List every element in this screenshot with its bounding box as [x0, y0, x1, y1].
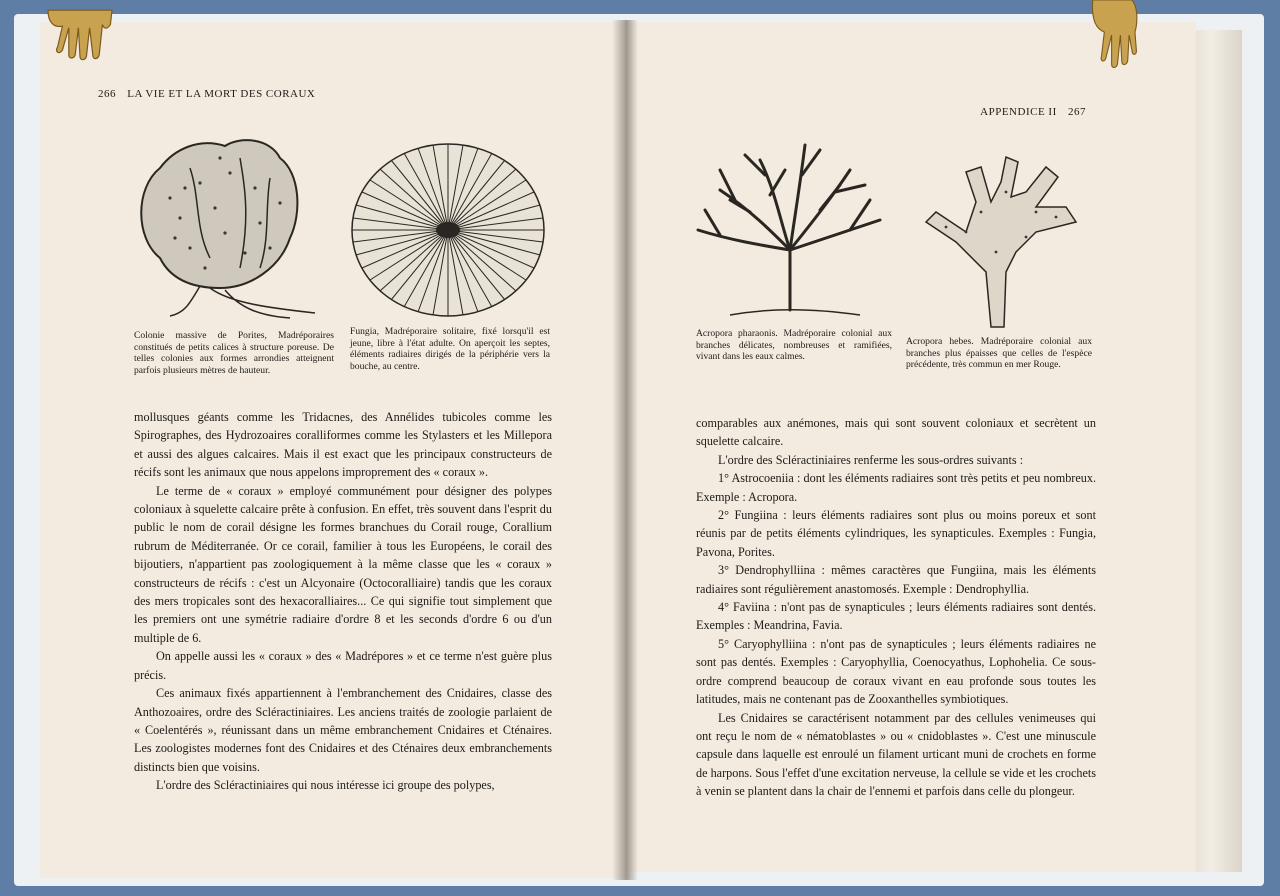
page-stack-edge	[1190, 30, 1242, 872]
porites-illustration	[130, 128, 330, 323]
brass-hand-clip-icon	[1076, 0, 1156, 70]
left-running-head	[98, 88, 315, 100]
left-running-title: LA VIE ET LA MORT DES CORAUX	[127, 88, 316, 100]
right-paragraph: Les Cnidaires se caractérisent notamment par des cellules venimeuses qui ont reçu le nom de « nématoblastes » ou « cnidoblastes ». C'est une minuscule capsule dans laquelle est enroulé un filament urticant muni de crochets en forme de harpons. Sous l'effet d'une excitation nerveuse, la cellule se vide et les crochets à venin se plantent dans la chair de l'ennemi et parfois dans celle du plongeur.	[696, 710, 1096, 799]
fungia-illustration	[348, 140, 548, 320]
right-paragraph: L'ordre des Scléractiniaires renferme les sous-ordres suivants :	[718, 452, 1024, 467]
right-paragraph: 5° Caryophylliina : n'ont pas de synapticules ; leurs éléments radiaires ne sont pas dentés. Exemples : Caryophyllia, Coenocyathus, Lophohelia. Ce sous-ordre comprend beaucoup de coraux vivant en eau profonde sous toutes les latitudes, mais ne contenant pas de Zooxanthelles symbiotiques.	[696, 636, 1096, 707]
left-body-text	[134, 408, 552, 795]
acropora-pharaonis-caption: Acropora pharaonis. Madréporaire colonial aux branches délicates, nombreuses et ramifiées, vivant dans les eaux calmes.	[696, 328, 892, 362]
fungia-caption: Fungia, Madréporaire solitaire, fixé lorsqu'il est jeune, libre à l'état adulte. On aperçoit les septes, éléments radiaires dirigés de la périphérie vers la bouche, au centre.	[350, 326, 550, 372]
left-paragraph: mollusques géants comme les Tridacnes, des Annélides tubicoles comme les Spirographes, des Hydrozoaires coralliformes comme les Stylasters et les Millepora et aussi des algues calcaires. Mais il est exact que les principaux constructeurs de récifs sont les animaux que nous appelons improprement des « coraux ».	[134, 410, 552, 480]
left-paragraph: On appelle aussi les « coraux » des « Madrépores » et ce terme n'est guère plus précis.	[134, 649, 552, 682]
right-paragraph: 1° Astrocoeniia : dont les éléments radiaires sont très petits et peu nombreux. Exemple : Acropora.	[696, 471, 1096, 504]
right-body-text	[696, 414, 1096, 801]
book-spine	[612, 20, 638, 880]
left-paragraph: L'ordre des Scléractiniaires qui nous intéresse ici groupe des polypes,	[156, 778, 495, 793]
porites-caption: Colonie massive de Porites, Madréporaires constitués de petits calices à structure poreuse. De telles colonies aux formes arrondies atteignent parfois plusieurs mètres de hauteur.	[134, 330, 334, 376]
right-page	[626, 22, 1196, 872]
right-running-title: APPENDICE II	[980, 106, 1057, 118]
right-running-head	[980, 106, 1086, 118]
right-paragraph: comparables aux anémones, mais qui sont souvent coloniaux et secrètent un squelette calcaire.	[696, 416, 1096, 449]
right-paragraph: 2° Fungiina : leurs éléments radiaires sont plus ou moins poreux et sont réunis par de petits éléments cylindriques, les synapticules. Exemples : Fungia, Pavona, Porites.	[696, 508, 1096, 559]
right-page-number: 267	[1068, 106, 1086, 118]
right-paragraph: 3° Dendrophylliina : mêmes caractères que Fungiina, mais les éléments radiaires sont régulièrement anastomosés. Exemple : Dendrophyllia.	[696, 563, 1096, 596]
acropora-hebes-caption: Acropora hebes. Madréporaire colonial aux branches plus épaisses que celles de l'espèce précédente, très commun en mer Rouge.	[906, 336, 1092, 370]
acropora-hebes-illustration	[906, 152, 1086, 332]
left-page-number: 266	[98, 88, 116, 100]
acropora-pharaonis-illustration	[690, 130, 890, 320]
left-paragraph: Le terme de « coraux » employé communément pour désigner des polypes coloniaux à squelette calcaire prête à confusion. En effet, très souvent dans l'esprit du public le nom de corail désigne les formes branchues du Corail rouge, Corallium rubrum de Méditerranée. Or ce corail, familier à tous les Européens, le corail des bijoutiers, n'appartient pas zoologiquement à la même classe que les « coraux » constructeurs de récifs : c'est un Alcyonaire (Octocoralliaire) tandis que les coraux des mers tropicales sont des hexacoralliaires... Ce qui signifie tout simplement que les premiers ont une symétrie radiaire d'ordre 8 et les seconds d'ordre 6 ou d'un multiple de 6.	[134, 483, 552, 645]
left-page	[40, 22, 630, 878]
brass-hand-clip-icon	[40, 0, 120, 70]
left-paragraph: Ces animaux fixés appartiennent à l'embranchement des Cnidaires, classe des Anthozoaires, ordre des Scléractiniaires. Les anciens traités de zoologie parlaient de « Coelentérés », réunissant dans un même embranchement Cnidaires et Cténaires. Les zoologistes modernes font des Cnidaires et des Cténaires deux embranchements distincts bien que voisins.	[134, 686, 552, 774]
right-paragraph: 4° Faviina : n'ont pas de synapticules ; leurs éléments radiaires sont dentés. Exemples : Meandrina, Favia.	[696, 600, 1096, 633]
